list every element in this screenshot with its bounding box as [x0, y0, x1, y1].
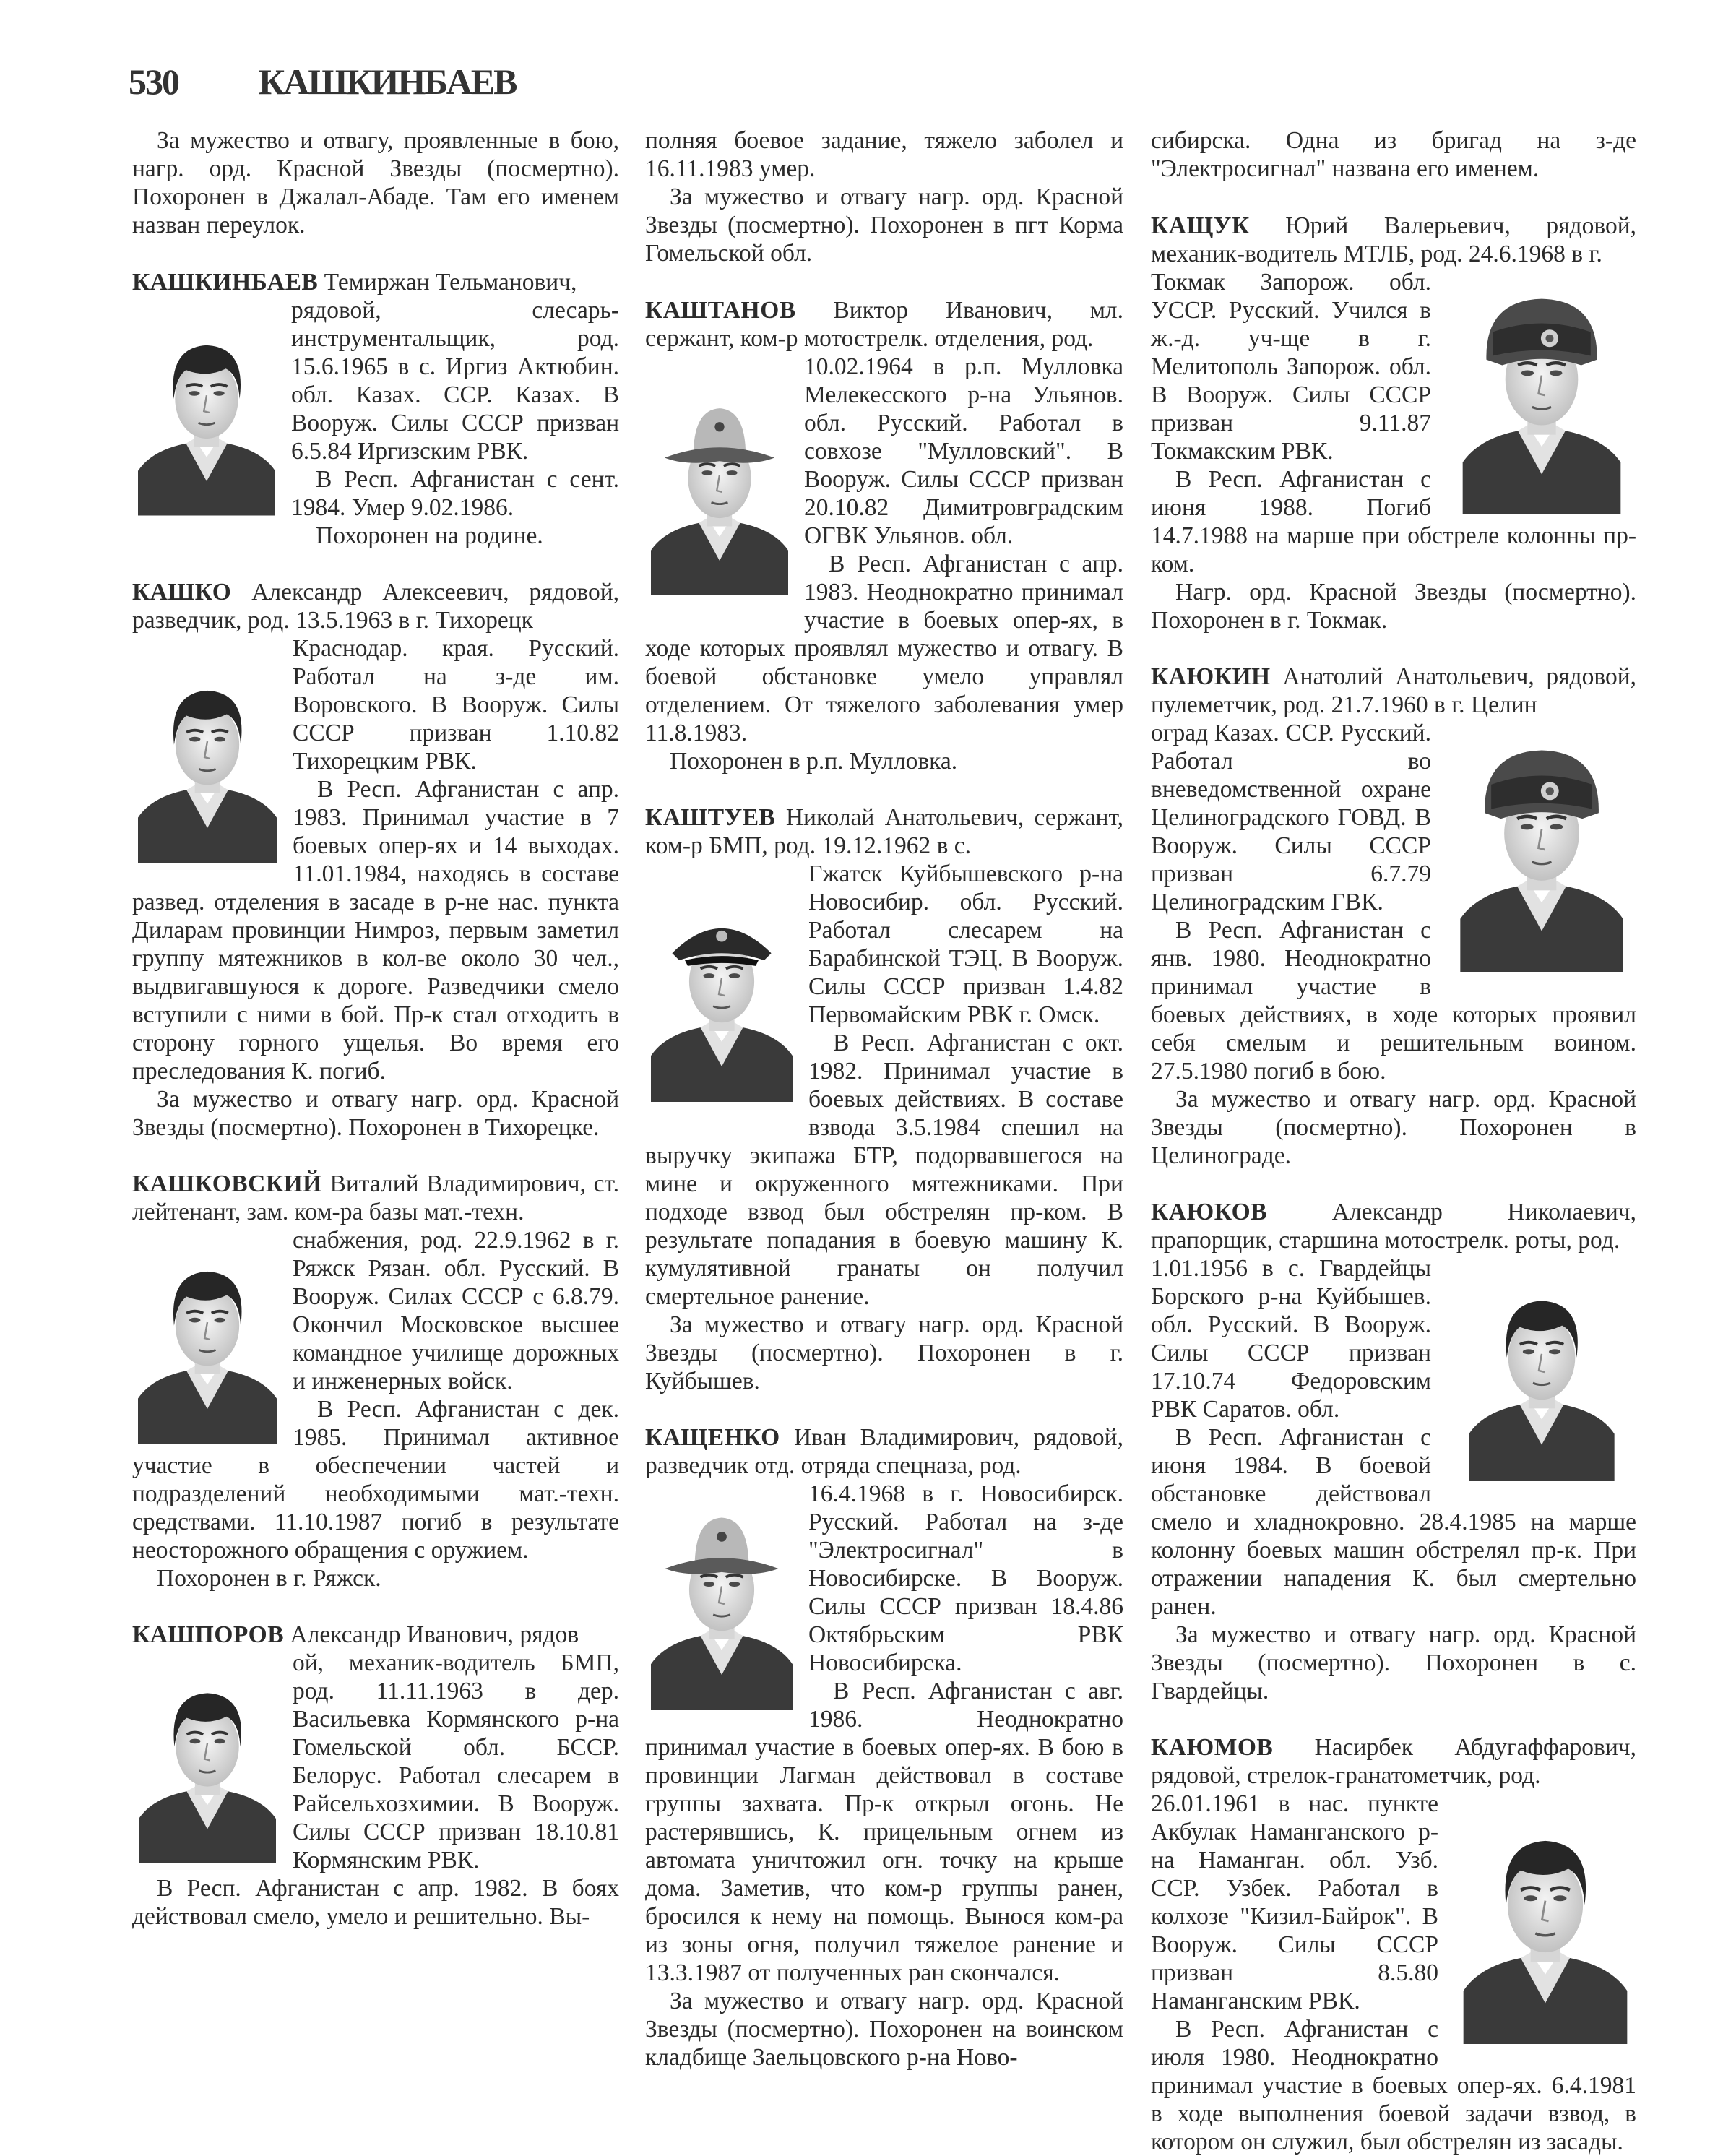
entry-lead-text-rest: ой, механик-водитель БМП, род. 11.11.1963 в дер. Васильевка Кормянского р-на Гомельской обл. БССР. Белорус. Работал слесарем в Райсельхозхимии. В Вооруж. Силы СССР призван 18.10.81 Кормянским РВК. [293, 1650, 619, 1873]
entry-paragraph: Нагр. орд. Красной Звезды (посмертно). Похоронен в г. Токмак. [1151, 579, 1636, 634]
portrait-photo-kashporov [138, 1657, 277, 1863]
entry-lead-text-rest: 1.01.1956 в с. Гвардейцы Борского р-на Куйбышев. обл. Русский. В Вооруж. Силы СССР призван 17.10.74 Федоровским РВК Саратов. обл. [1151, 1255, 1431, 1423]
entry-lead [132, 268, 619, 465]
entry-lead-text-rest: оград Казах. ССР. Русский. Работал во вневедомственной охране Целиноградского ГОВД. В Вооруж. Силы СССР призван 6.7.79 Целиноградским ГВК. [1151, 720, 1431, 915]
entry-lead [132, 578, 619, 775]
entry-paragraph: В Респ. Афганистан с сент. 1984. Умер 9.02.1986. [291, 466, 619, 521]
portrait-photo-kashkovsky [138, 1235, 277, 1444]
entry-paragraph: В Респ. Афганистан с апр. 1982. В боях действовал смело, умело и решительно. Вы- [132, 1875, 619, 1930]
entry-kashchuk [1151, 212, 1636, 634]
entry-lead-text-start: Темиржан Тельманович, [318, 269, 577, 296]
entry-paragraph: В Респ. Афганистан с апр. 1983. Принимал участие в 7 боевых опер-ях и 14 выходах. 11.01.1984, находясь в составе развед. отделения в засаде в р-не нас. пункта Диларам провинции Нимроз, первым заметил группу мятежников в кол-ве около 30 чел., выдвигавшуюся к дороге. Разведчики смело вступили с ними в бой. Пр-к стал отходить в сторону горного ущелья. Во время его преследования К. погиб. [132, 776, 619, 1085]
portrait-photo-kayumov [1454, 1798, 1636, 2044]
entry-paragraph: Похоронен в р.п. Мулловка. [670, 748, 958, 775]
entry-lead-text-start: Александр Алексеевич, рядовой, разведчик, род. 13.5.1963 в г. Тихорецк [132, 579, 619, 634]
entry-lead-text-start: Виталий Владимирович, ст. лейтенант, зам. ком-ра базы мат.-техн. [132, 1170, 619, 1225]
portrait-photo-kashtanov [651, 361, 788, 623]
entry-paragraph: В Респ. Афганистан с дек. 1985. Принимал активное участие в обеспечении частей и подразделений необходимыми мат.-техн. средствами. 11.10.1987 погиб в результате неосторожного обращения с оружием. [132, 1396, 619, 1564]
entry-lead-text-start: Иван Владимирович, рядовой, разведчик отд. отряда спецназа, род. [645, 1424, 1123, 1479]
entry-kashtuev [645, 803, 1123, 1395]
entry-paragraph: За мужество и отвагу нагр. орд. Красной Звезды (посмертно). Похоронен в Целинограде. [1151, 1086, 1636, 1169]
entry-lead-text-start: Анатолий Анатольевич, рядовой, пулеметчик, род. 21.7.1960 в г. Целин [1151, 663, 1636, 718]
entry-lead-text-start: Александр Иванович, рядов [284, 1621, 579, 1648]
entry-paragraph: В Респ. Афганистан с авг. 1986. Неоднократно принимал участие в боевых опер-ях. В бою в провинции Лагман действовал в составе группы захвата. Пр-к открыл огонь. Не растерявшись, К. прицельным огнем из автомата уничтожил огн. точку на крыше дома. Заметив, что ком-р группы ранен, бросился к нему на помощь. Вынося ком-ра из зоны огня, получил тяжелое ранение и 13.3.1987 от полученных ран скончался. [645, 1678, 1123, 1986]
entry-surname: КАЮКОВ [1151, 1199, 1268, 1225]
continuation-paragraph: За мужество и отвагу, проявленные в бою, нагр. орд. Красной Звезды (посмертно). Похоронен в Джалал-Абаде. Там его именем назван переулок. [132, 127, 619, 238]
entry-kashkovsky [132, 1170, 619, 1592]
entry-paragraph: Похоронен на родине. [316, 522, 543, 549]
entry-lead-text [284, 1621, 619, 1873]
entry-lead-text [645, 804, 1123, 1028]
entry-kayukov [1151, 1198, 1636, 1705]
entry-paragraph: За мужество и отвагу нагр. орд. Красной Звезды (посмертно). Похоронен в с. Гвардейцы. [1151, 1621, 1636, 1704]
entry-surname: КАЮМОВ [1151, 1734, 1274, 1761]
entry-lead [645, 296, 1123, 550]
entry-surname: КАШКО [132, 579, 232, 605]
entry-kashchenko [645, 1423, 1123, 2071]
entry-kashtanov [645, 296, 1123, 775]
continuation-paragraph: полняя боевое задание, тяжело заболел и 16.11.1983 умер. [645, 127, 1123, 182]
portrait-photo-kashkinbaev [138, 305, 275, 520]
entry-kayumov [1151, 1733, 1636, 2156]
entry-lead-text [132, 1170, 619, 1394]
portrait-photo-kayukov [1447, 1263, 1636, 1481]
entry-lead [132, 1621, 619, 1874]
entry-lead-text-rest: Краснодар. края. Русский. Работал на з-де им. Воровского. В Вооруж. Силы СССР призван 1.10.82 Тихорецким РВК. [293, 635, 619, 775]
entry-lead [1151, 1733, 1636, 2015]
entry-lead [132, 1170, 619, 1395]
entry-lead [1151, 1198, 1636, 1423]
entry-lead [1151, 663, 1636, 916]
portrait-photo-kashchuk [1447, 277, 1636, 514]
entry-paragraph: В Респ. Афганистан с янв. 1980. Неоднократно принимал участие в боевых действиях, в ходе которых проявил себя смелым и решительным воином. 27.5.1980 погиб в бою. [1151, 917, 1636, 1085]
column-2 [645, 126, 1123, 2071]
entry-paragraph: За мужество и отвагу нагр. орд. Красной Звезды (посмертно). Похоронен на воинском кладбище Заельцовского р-на Ново- [645, 1988, 1123, 2071]
entry-surname: КАШПОРОВ [132, 1621, 285, 1648]
entry-lead-text-rest: Гжатск Куйбышевского р-на Новосибир. обл. Русский. Работал слесарем на Барабинской ТЭЦ. В Вооруж. Силы СССР призван 1.4.82 Первомайским РВК г. Омск. [808, 861, 1123, 1028]
entry-paragraph: В Респ. Афганистан с июля 1980. Неоднократно принимал участие в боевых опер-ях. 6.4.1981 в ходе выполнения боевой задачи взвод, в котором он служил, был обстрелян из засады. [1151, 2016, 1636, 2155]
continuation-paragraph: сибирска. Одна из бригад на з-де "Электросигнал" названа его именем. [1151, 127, 1636, 182]
entry-lead [645, 1423, 1123, 1677]
entry-lead-text-start: Виктор Иванович, мл. сержант, ком-р мотострелк. отделения, род. [645, 297, 1123, 352]
portrait-photo-kayukin [1447, 728, 1636, 972]
entry-paragraph: За мужество и отвагу нагр. орд. Красной Звезды (посмертно). Похоронен в Тихорецке. [132, 1086, 619, 1141]
entry-lead-text-rest: 26.01.1961 в нас. пункте Акбулак Наманганского р-на Наманган. обл. Узб. ССР. Узбек. Работал в колхозе "Кизил-Байрок". В Вооруж. Силы СССР призван 8.5.80 Наманганским РВК. [1151, 1790, 1438, 2014]
entry-kayukin [1151, 663, 1636, 1170]
entry-lead-text [1151, 663, 1636, 915]
entry-surname: КАШКОВСКИЙ [132, 1170, 322, 1197]
entry-lead-text-rest: снабжения, род. 22.9.1962 в г. Ряжск Рязан. обл. Русский. В Вооруж. Силах СССР с 6.8.79. Окончил Московское высшее командное училище дорожных и инженерных войск. [293, 1227, 619, 1394]
entry-paragraph: За мужество и отвагу нагр. орд. Красной Звезды (посмертно). Похоронен в г. Куйбышев. [645, 1311, 1123, 1394]
entry-lead-text-rest: 16.4.1968 в г. Новосибирск. Русский. Работал на з-де "Электросигнал" в Новосибирске. В Вооруж. Силы СССР призван 18.4.86 Октябрьским РВК Новосибирска. [808, 1480, 1123, 1676]
entry-lead-text [645, 1424, 1123, 1676]
entry-surname: КАЩЕНКО [645, 1424, 780, 1451]
entry-surname: КАЮКИН [1151, 663, 1271, 690]
entry-surname: КАШТУЕВ [645, 804, 776, 831]
entry-lead-text-start: Насирбек Абдугаффарович, рядовой, стрелок-гранатометчик, род. [1151, 1734, 1636, 1789]
entry-lead-text-start: Юрий Валерьевич, рядовой, механик-водитель МТЛБ, род. 24.6.1968 в г. [1151, 212, 1636, 267]
entry-paragraph: В Респ. Афганистан с июня 1984. В боевой обстановке действовал смело и хладнокровно. 28.4.1985 на марше колонну боевых машин обстрелял пр-к. При отражении нападения К. был смертельно ранен. [1151, 1424, 1636, 1620]
column-1 [132, 126, 619, 1931]
entry-lead-text [1151, 212, 1636, 465]
entry-paragraph: В Респ. Афганистан с июня 1988. Погиб 14.7.1988 на марше при обстреле колонны пр-ком. [1151, 466, 1636, 577]
continuation-paragraph: За мужество и отвагу нагр. орд. Красной Звезды (посмертно). Похоронен в пгт Корма Гомельской обл. [645, 184, 1123, 267]
entry-lead-text [1151, 1199, 1636, 1423]
entry-lead [645, 803, 1123, 1029]
entry-lead-text-start: Николай Анатольевич, сержант, ком-р БМП, род. 19.12.1962 в с. [645, 804, 1123, 859]
entry-lead-text-rest: рядовой, слесарь-инструментальщик, род. 15.6.1965 в с. Иргиз Актюбин. обл. Казах. ССР. Казах. В Вооруж. Силы СССР призван 6.5.84 Иргизским РВК. [291, 297, 619, 465]
entry-lead-text [291, 269, 619, 465]
entry-paragraph: В Респ. Афганистан с апр. 1983. Неоднократно принимал участие в боевых опер-ях, в ходе которых проявлял мужество и отвагу. В боевой обстановке умело управлял отделением. От тяжелого заболевания умер 11.8.1983. [645, 551, 1123, 746]
entry-lead-text [1151, 1734, 1636, 2014]
entry-kashporov [132, 1621, 619, 1931]
entry-lead-text [645, 297, 1123, 549]
entry-lead [1151, 212, 1636, 465]
running-title: КАШКИНБАЕВ [259, 61, 517, 102]
column-3 [1151, 126, 1636, 2156]
entry-paragraph: В Респ. Афганистан с окт. 1982. Принимал участие в боевых действиях. В составе взвода 3.5.1984 спешил на выручку экипажа БТР, подорвавшегося на мине и окруженного мятежниками. При подходе взвод был обстрелян пр-ком. В результате попадания в боевую машину К. кумулятивной гранаты он получил смертельное ранение. [645, 1030, 1123, 1310]
entry-kashko [132, 578, 619, 1142]
entry-surname: КАШКИНБАЕВ [132, 269, 319, 296]
entry-surname: КАШТАНОВ [645, 297, 796, 324]
entry-lead-text-start: Александр Николаевич, прапорщик, старшина мотострелк. роты, род. [1151, 1199, 1636, 1254]
portrait-photo-kashtuev [651, 868, 793, 1123]
entry-kashkinbaev [132, 268, 619, 550]
page-number: 530 [129, 61, 178, 102]
portrait-photo-kashchenko [651, 1488, 793, 1720]
entry-lead-text [132, 579, 619, 775]
portrait-photo-kashko [138, 643, 277, 874]
entry-lead-text-rest: Токмак Запорож. обл. УССР. Русский. Учился в ж.-д. уч-ще в г. Мелитополь Запорож. обл. В Вооруж. Силы СССР призван 9.11.87 Токмакским РВК. [1151, 269, 1431, 465]
entry-paragraph: Похоронен в г. Ряжск. [157, 1565, 381, 1592]
running-head [129, 61, 517, 103]
entry-surname: КАЩУК [1151, 212, 1250, 239]
entry-lead-text-rest: 10.02.1964 в р.п. Мулловка Мелекесского р-на Ульянов. обл. Русский. Работал в совхозе "Мулловский". В Вооруж. Силы СССР призван 20.10.82 Димитровградским ОГВК Ульянов. обл. [804, 353, 1123, 549]
